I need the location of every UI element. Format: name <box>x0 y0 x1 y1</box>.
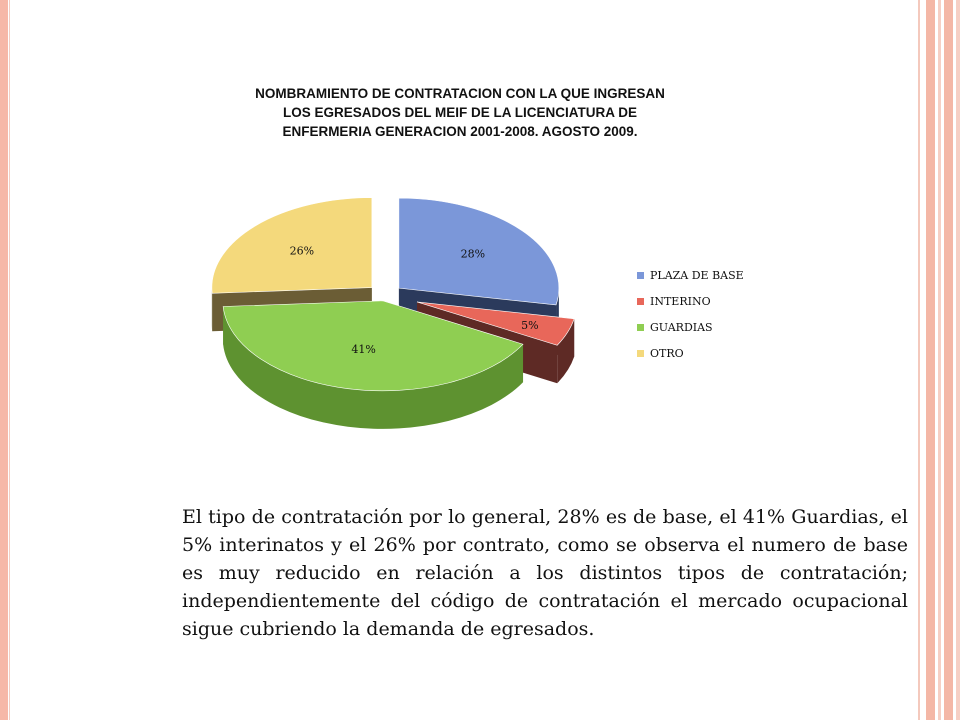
legend-swatch-otro <box>637 350 644 357</box>
chart-title: NOMBRAMIENTO DE CONTRATACION CON LA QUE INGRESAN LOS EGRESADOS DEL MEIF DE LA LICENCIATURA DE ENFERMERIA GENERACION 2001-2008. AGOSTO 2009. <box>255 86 665 139</box>
legend-label-otro: OTRO <box>650 346 684 360</box>
legend-item-interino <box>637 288 744 314</box>
legend-swatch-interino <box>637 298 644 305</box>
data-label-interino: 5% <box>521 318 539 332</box>
legend-item-plaza-de-base <box>637 262 744 288</box>
data-label-plaza-de-base: 28% <box>460 247 486 261</box>
legend-swatch-guardias <box>637 324 644 331</box>
legend-item-guardias <box>637 314 744 340</box>
legend-label-guardias: GUARDIAS <box>650 320 713 334</box>
description-paragraph: El tipo de contratación por lo general, 28% es de base, el 41% Guardias, el 5% interinatos y el 26% por contrato, como se observa el numero de base es muy reducido en relación a los distintos tipos de contratación; independientemente del código de contratación el mercado ocupacional sigue cubriendo la demanda de egresados. <box>182 506 908 640</box>
data-label-otro: 26% <box>289 244 315 258</box>
legend-swatch-plaza-de-base <box>637 272 644 279</box>
chart-legend <box>637 262 744 366</box>
legend-label-interino: INTERINO <box>650 294 711 308</box>
data-label-guardias: 41% <box>351 343 376 357</box>
legend-label-plaza-de-base: PLAZA DE BASE <box>650 268 744 282</box>
legend-item-otro <box>637 340 744 366</box>
